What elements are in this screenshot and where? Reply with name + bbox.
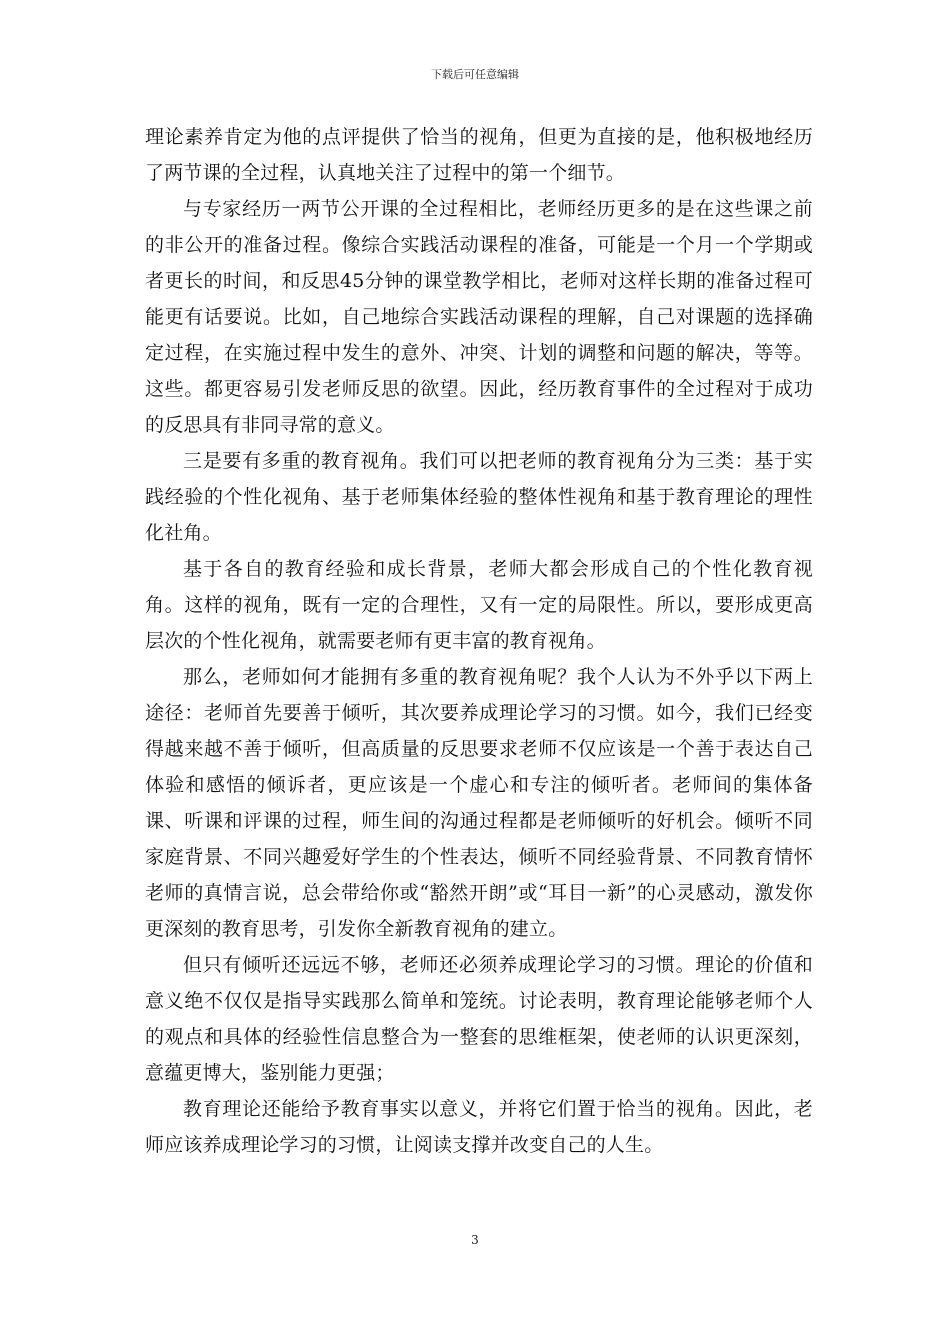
page-number: 3 bbox=[471, 1233, 479, 1247]
paragraph: 但只有倾听还远远不够，老师还必须养成理论学习的习惯。理论的价值和意义绝不仅仅是指导实践那么简单和笼统。讨论表明，教育理论能够老师个人的观点和具体的经验性信息整合为一整套的思维框架，使老师的认识更深刻，意蕴更博大，鉴别能力更强； bbox=[145, 954, 813, 1084]
paragraph: 那么，老师如何才能拥有多重的教育视角呢？我个人认为不外乎以下两上途径：老师首先要善于倾听，其次要养成理论学习的习惯。如今，我们已经变得越来越不善于倾听，但高质量的反思要求老师不仅应该是一个善于表达自己体验和感悟的倾诉者，更应该是一个虚心和专注的倾听者。老师间的集体备课、听课和评课的过程，师生间的沟通过程都是老师倾听的好机会。倾听不同家庭背景、不同兴趣爱好学生的个性表达，倾听不同经验背景、不同教育情怀老师的真情言说，总会带给你或“豁然开朗”或“耳目一新”的心灵感动，激发你更深刻的教育思考，引发你全新教育视角的建立。 bbox=[145, 666, 813, 940]
document-body bbox=[145, 119, 813, 1163]
paragraph: 基于各自的教育经验和成长背景，老师大都会形成自己的个性化教育视角。这样的视角，既有一定的合理性，又有一定的局限性。所以，要形成更高层次的个性化视角，就需要老师有更丰富的教育视角。 bbox=[145, 558, 813, 652]
paragraph: 三是要有多重的教育视角。我们可以把老师的教育视角分为三类：基于实践经验的个性化视角、基于老师集体经验的整体性视角和基于教育理论的理性化社角。 bbox=[145, 450, 813, 544]
paragraph: 教育理论还能给予教育事实以意义，并将它们置于恰当的视角。因此，老师应该养成理论学习的习惯，让阅读支撑并改变自己的人生。 bbox=[145, 1098, 813, 1156]
page-header: 下载后可任意编辑 bbox=[431, 68, 519, 81]
paragraph: 与专家经历一两节公开课的全过程相比，老师经历更多的是在这些课之前的非公开的准备过程。像综合实践活动课程的准备，可能是一个月一个学期或者更长的时间，和反思45分钟的课堂教学相比，老师对这样长期的准备过程可能更有话要说。比如，自己地综合实践活动课程的理解，自己对课题的选择确定过程，在实施过程中发生的意外、冲突、计划的调整和问题的解决，等等。这些。都更容易引发老师反思的欲望。因此，经历教育事件的全过程对于成功的反思具有非同寻常的意义。 bbox=[145, 198, 813, 436]
paragraph-continuation: 理论素养肯定为他的点评提供了恰当的视角，但更为直接的是，他积极地经历了两节课的全过程，认真地关注了过程中的第一个细节。 bbox=[145, 126, 813, 184]
